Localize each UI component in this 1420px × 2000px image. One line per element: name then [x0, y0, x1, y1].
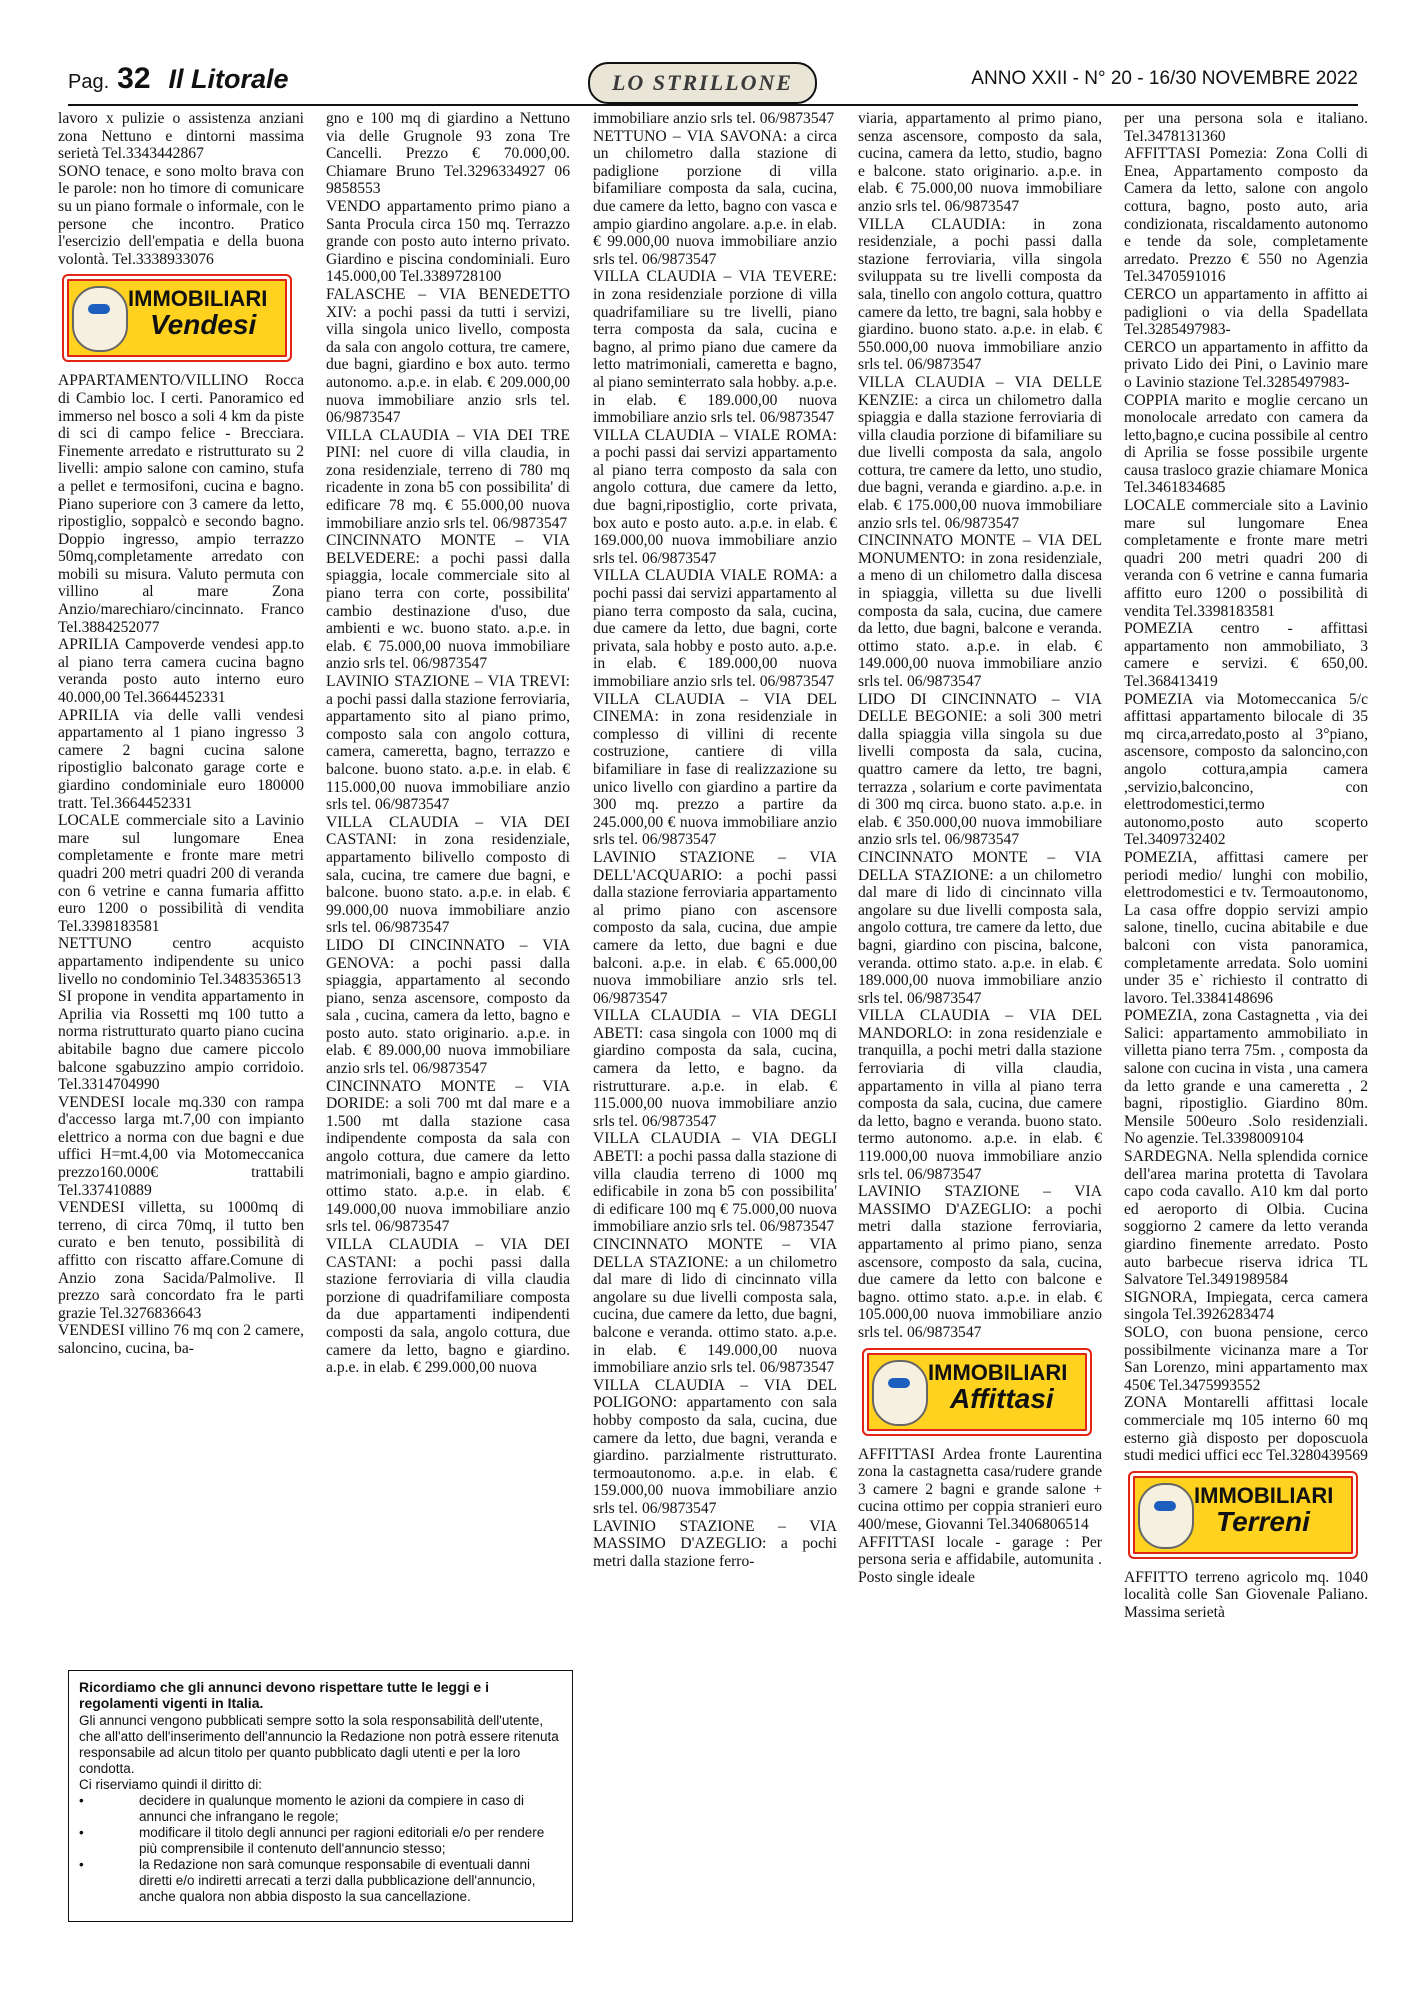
- mascot-icon: [1138, 1483, 1194, 1549]
- list-item: LOCALE commerciale sito a Lavinio mare sul lungomare Enea completamente e fronte mare metri quadri 200 metri quadri 200 di veranda con 6 vetrine e canna fumaria affitto euro 1200 o possibilità di vendita Tel.3398183581: [1124, 497, 1368, 620]
- header-rule: [68, 104, 1358, 106]
- list-item: per una persona sola e italiano. Tel.3478131360: [1124, 110, 1368, 145]
- list-item: VENDESI villetta, su 1000mq di terreno, di circa 70mq, il tutto ben curato e ben tenuto, possibilità di affitto con riscatto affare.Comune di Anzio zona Sacida/Palmolive. Il prezzo sarà concordato fra le parti grazie Tel.3276836643: [58, 1199, 304, 1322]
- notice-bullet-text: decidere in qualunque momento le azioni da compiere in caso di annunci che infrangano le regole;: [139, 1793, 524, 1824]
- list-item: VILLA CLAUDIA – VIA DEGLI ABETI: a pochi passa dalla stazione di villa claudia terreno di 1000 mq edificabile in zona b5 con possibilita' di edificare 100 mq € 75.000,00 nuova immobiliare anzio srls tel. 06/9873547: [593, 1130, 837, 1236]
- banner-subtitle: Terreni: [1216, 1505, 1310, 1537]
- page-number: 32: [117, 62, 151, 95]
- publication-title: Il Litorale: [168, 64, 289, 94]
- list-item: APPARTAMENTO/VILLINO Rocca di Cambio loc. I certi. Panoramico ed immerso nel bosco a soli 4 km da piste di sci di campo felice - Brecciara. Finemente arredato e ristrutturato su 2 livelli: ampio salone con camino, stufa a pellet e termosifoni, cucina e bagno. Piano superiore con 3 camere da letto, ripostiglio, soppalcò e secondo bagno. Doppio ingresso, ampio terrazzo 50mq,completamente arredato con mobili su misura. Valuto permuta con villino al mare Zona Anzio/marechiaro/cincinnato. Franco Tel.3884252077: [58, 372, 304, 636]
- list-item: SOLO, con buona pensione, cerco possibilmente vicinanza mare a Tor San Lorenzo, mini appartamento max 450€ Tel.3475993552: [1124, 1323, 1368, 1394]
- list-item: APRILIA Campoverde vendesi app.to al piano terra camera cucina bagno veranda posto auto interno euro 40.000,00 Tel.3664452331: [58, 636, 304, 707]
- column-5: [1124, 110, 1368, 1622]
- issue-info: ANNO XXII - N° 20 - 16/30 NOVEMBRE 2022: [971, 68, 1358, 89]
- list-item: NETTUNO centro acquisto appartamento indipendente su unico livello no condominio Tel.3483536513: [58, 935, 304, 988]
- list-item: VILLA CLAUDIA – VIA DEL CINEMA: in zona residenziale in complesso di villini di recente costruzione, cantiere di villa bifamiliare in fase di realizzazione su unico livello con giardino a partire da 300 mq. prezzo a partire da 245.000,00 € nuova immobiliare anzio srls tel. 06/9873547: [593, 690, 837, 849]
- column-1: [58, 110, 304, 1358]
- list-item: CERCO un appartamento in affitto da privato Lido dei Pini, o Lavinio mare o Lavinio stazione Tel.3285497983-: [1124, 338, 1368, 391]
- list-item: LAVINIO STAZIONE – VIA MASSIMO D'AZEGLIO: a pochi metri dalla stazione ferroviaria, appartamento al primo piano, senza ascensore, composto da sala, cucina, due camere da letto con balcone e bagno. ottimo stato. a.p.e. in elab. € 105.000,00 nuova immobiliare anzio srls tel. 06/9873547: [858, 1183, 1102, 1341]
- mascot-icon: [72, 286, 128, 352]
- notice-bullet: [79, 1857, 562, 1905]
- list-item: AFFITTASI Ardea fronte Laurentina zona la castagnetta casa/rudere grande 3 camere 2 bagni e grande salone + cucina ottimo per coppia stranieri euro 400/mese, Giovanni Tel.3406806514: [858, 1445, 1102, 1533]
- list-item: VENDESI locale mq.330 con rampa d'accesso larga mt.7,00 con impianto elettrico a norma con due bagni e due uffici H=mt.4,00 via Motomeccanica prezzo160.000€ trattabili Tel.337410889: [58, 1093, 304, 1199]
- list-item: POMEZIA centro - affittasi appartamento non ammobiliato, 3 camere e servizi. € 650,00. Tel.368413419: [1124, 620, 1368, 690]
- page-header: [68, 62, 1358, 102]
- list-item: POMEZIA via Motomeccanica 5/c affittasi appartamento bilocale di 35 mq circa,arredato,posto al 3°piano, ascensore, composto da saloncino,con angolo cottura,ampia camera ,servizio,balconcino, con elettrodomestici,termo autonomo,posto auto scoperto Tel.3409732402: [1124, 690, 1368, 849]
- list-item: VILLA CLAUDIA – VIA DEL POLIGONO: appartamento con sala hobby composto da sala, cucina, due camere da letto, due bagni, veranda e giardino. parzialmente ristrutturato. termoautonomo. a.p.e. in elab. € 159.000,00 nuova immobiliare anzio srls tel. 06/9873547: [593, 1376, 837, 1517]
- list-item: POMEZIA, affittasi camere per periodi medio/ lunghi con mobilio, elettrodomestici e tv. Termoautonomo, La casa offre doppio servizi ampio salone, tinello, cucina abitabile e due balconi con vista panoramica, completamente arredata. Solo uomini under 35 e` richiesto il contratto di lavoro. Tel.3384148696: [1124, 848, 1368, 1007]
- list-item: gno e 100 mq di giardino a Nettuno via delle Grugnole 93 zona Tre Cancelli. Prezzo € 70.000,00. Chiamare Bruno Tel.3296334927 06 9858553: [326, 110, 570, 198]
- list-item: CERCO un appartamento in affitto ai padiglioni o via della Spadellata Tel.3285497983-: [1124, 285, 1368, 339]
- rules-notice: [68, 1670, 573, 1922]
- list-item: SARDEGNA. Nella splendida cornice dell'area marina protetta di Tavolara capo coda cavallo. A10 km dal porto ed aeroporto di Olbia. Cucina soggiorno 2 camere da letto veranda giardino finemente arredato. Posto auto barbecue riserva idrica TL Salvatore Tel.3491989584: [1124, 1148, 1368, 1289]
- logo-text: LO STRILLONE: [611, 70, 794, 95]
- list-item: FALASCHE – VIA BENEDETTO XIV: a pochi passi da tutti i servizi, villa singola unico livello, composta da sala con angolo cottura, tre camere, due bagni, giardino e box auto. termo autonomo. a.p.e. in elab. € 209.000,00 nuova immobiliare anzio srls tel. 06/9873547: [326, 285, 570, 427]
- list-item: CINCINNATO MONTE – VIA DELLA STAZIONE: a un chilometro dal mare di lido di cincinnato villa angolare su due livelli composta sala, cucina, due camere da letto, due bagni, balcone e veranda. ottimo stato. a.p.e. in elab. € 149.000,00 nuova immobiliare anzio srls tel. 06/9873547: [593, 1236, 837, 1377]
- notice-paragraph: Gli annunci vengono pubblicati sempre sotto la sola responsabilità dell'utente, che all'atto dell'inserimento dell'annuncio la Redazione non potrà essere ritenuta responsabile ad alcun titolo per quanto pubblicato dagli utenti e per la loro condotta.: [79, 1713, 559, 1776]
- list-item: VILLA CLAUDIA – VIALE ROMA: a pochi passi dai servizi appartamento al piano terra composto da sala con angolo cottura, due camere da letto, due bagni,ripostiglio, corte privata, box auto e posto auto. a.p.e. in elab. € 169.000,00 nuova immobiliare anzio srls tel. 06/9873547: [593, 426, 837, 567]
- list-item: VILLA CLAUDIA – VIA DEI CASTANI: a pochi passi dalla stazione ferroviaria di villa claudia porzione di quadrifamiliare composta da due appartamenti indipendenti composti da sala, angolo cottura, due camere da letto, bagno e giardino. a.p.e. in elab. € 299.000,00 nuova: [326, 1236, 570, 1377]
- pag-label: Pag.: [68, 71, 110, 93]
- notice-paragraph: Ci riserviamo quindi il diritto di:: [79, 1777, 263, 1792]
- list-item: VILLA CLAUDIA – VIA DEI TRE PINI: nel cuore di villa claudia, in zona residenziale, terreno di 780 mq ricadente in zona b5 con possibilita' di edificare 78 mq. € 55.000,00 nuova immobiliare anzio srls tel. 06/9873547: [326, 426, 570, 532]
- column-2: [326, 110, 570, 1377]
- list-item: lavoro x pulizie o assistenza anziani zona Nettuno e dintorni massima serietà Tel.3343442867: [58, 110, 304, 163]
- list-item: LIDO DI CINCINNATO – VIA DELLE BEGONIE: a soli 300 metri dalla spiaggia villa singola su due livelli composta da sala, cucina, quattro camere da letto, tre bagni, terrazza , solarium e corte pavimentata di 300 mq circa. buono stato. a.p.e. in elab. € 350.000,00 nuova immobiliare anzio srls tel. 06/9873547: [858, 690, 1102, 849]
- banner-vendesi: [62, 274, 292, 362]
- bullet-icon: •: [79, 1857, 84, 1872]
- notice-bullet-text: la Redazione non sarà comunque responsabile di eventuali danni diretti e/o indiretti arrecati a terzi dalla pubblicazione dell'annuncio, anche qualora non abbia disposto la sua cancellazione.: [139, 1857, 536, 1904]
- list-item: SIGNORA, Impiegata, cerca camera singola Tel.3926283474: [1124, 1288, 1368, 1324]
- list-item: LAVINIO STAZIONE – VIA TREVI: a pochi passi dalla stazione ferroviaria, appartamento sito al piano primo, composto sala con angolo cottura, camera, cameretta, bagno, terrazzo e balcone. buono stato. a.p.e. in elab. € 115.000,00 nuova immobiliare anzio srls tel. 06/9873547: [326, 673, 570, 814]
- list-item: AFFITTO terreno agricolo mq. 1040 località colle San Giovenale Paliano. Massima serietà: [1124, 1568, 1368, 1621]
- list-item: COPPIA marito e moglie cercano un monolocale arredato con camera da letto,bagno,e cucina possibile al centro di Aprilia se fosse possibile urgente causa trasloco grazie chiamare Monica Tel.3461834685: [1124, 391, 1368, 497]
- list-item: LIDO DI CINCINNATO – VIA GENOVA: a pochi passi dalla spiaggia, appartamento al secondo piano, senza ascensore, composto da sala , cucina, camera da letto, bagno e posto auto. stato originario. a.p.e. in elab. € 89.000,00 nuova immobiliare anzio srls tel. 06/9873547: [326, 936, 570, 1078]
- list-item: CINCINNATO MONTE – VIA DEL MONUMENTO: in zona residenziale, a meno di un chilometro dalla discesa in spiaggia, villetta su due livelli composta da sala, cucina, due camere da letto, due bagni, balcone e veranda. ottimo stato. a.p.e. in elab. € 149.000,00 nuova immobiliare anzio srls tel. 06/9873547: [858, 532, 1102, 690]
- strillone-logo: [588, 62, 817, 104]
- notice-title: Ricordiamo che gli annunci devono rispettare tutte le leggi e i regolamenti vigenti in Italia.: [79, 1679, 489, 1711]
- notice-bullet-text: modificare il titolo degli annunci per ragioni editoriali e/o per rendere più comprensibile il contenuto dell'annuncio stesso;: [139, 1825, 545, 1856]
- list-item: POMEZIA, zona Castagnetta , via dei Salici: appartamento ammobiliato in villetta piano terra 75m. , composta da salone con cucina in vista , una camera da letto grande e una cameretta , 2 bagni, ripostiglio. Giardino 80m. Mensile 500euro .Solo residenziali. No agenzie. Tel.3398009104: [1124, 1007, 1368, 1148]
- list-item: CINCINNATO MONTE – VIA BELVEDERE: a pochi passi dalla spiaggia, locale commerciale sito al piano terra con corte, possibilita' cambio destinazione d'uso, due ambienti e wc. buono stato. a.p.e. in elab. € 75.000,00 nuova immobiliare anzio srls tel. 06/9873547: [326, 532, 570, 673]
- list-item: SONO tenace, e sono molto brava con le parole: non ho timore di comunicare su un piano formale o informale, con le persone che incontro. Pratico l'esercizio dell'empatia e della buona volontà. Tel.3338933076: [58, 162, 304, 268]
- list-item: VILLA CLAUDIA VIALE ROMA: a pochi passi dai servizi appartamento al piano terra composto da sala, cucina, due camere da letto, due bagni, corte privata, sala hobby e posto auto. a.p.e. in elab. € 189.000,00 nuova immobiliare anzio srls tel. 06/9873547: [593, 567, 837, 690]
- list-item: immobiliare anzio srls tel. 06/9873547: [593, 110, 835, 127]
- banner-subtitle: Vendesi: [150, 309, 257, 341]
- banner-title: IMMOBILIARI: [1194, 1482, 1334, 1508]
- bullet-icon: •: [79, 1793, 84, 1808]
- column-4: [858, 110, 1102, 1586]
- mascot-icon: [872, 1360, 928, 1426]
- list-item: VILLA CLAUDIA – VIA DEGLI ABETI: casa singola con 1000 mq di giardino composta da sala, cucina, camera da letto, e bagno. da ristrutturare. a.p.e. in elab. € 115.000,00 nuova immobiliare anzio srls tel. 06/9873547: [593, 1007, 837, 1130]
- list-item: AFFITTASI locale - garage : Per persona seria e affidabile, automunita . Posto single ideale: [858, 1533, 1102, 1586]
- list-item: VILLA CLAUDIA – VIA DEI CASTANI: in zona residenziale, appartamento bilivello composto di sala, cucina, tre camere due bagni, e balcone. buono stato. a.p.e. in elab. € 99.000,00 nuova immobiliare anzio srls tel. 06/9873547: [326, 813, 570, 937]
- banner-subtitle: Affittasi: [950, 1382, 1054, 1414]
- list-item: APRILIA via delle valli vendesi appartamento al 1 piano ingresso 3 camere 2 bagni cucina salone ripostiglio balconato garage corte e giardino condominiale euro 180000 tratt. Tel.3664452331: [58, 706, 304, 812]
- list-item: SI propone in vendita appartamento in Aprilia via Rossetti mq 100 tutto a norma ristrutturato quarto piano cucina abitabile bagno due camere piccolo balcone sgabuzzino ampio corridoio. Tel.3314704990: [58, 988, 304, 1094]
- bullet-icon: •: [79, 1825, 84, 1840]
- list-item: VILLA CLAUDIA – VIA DELLE KENZIE: a circa un chilometro dalla spiaggia e dalla stazione ferroviaria di villa claudia porzione di bifamiliare su due livelli composta da sala, angolo cottura, tre camere da letto, uno studio, due bagni, veranda e giardino. a.p.e. in elab. € 175.000,00 nuova immobiliare anzio srls tel. 06/9873547: [858, 373, 1102, 532]
- list-item: CINCINNATO MONTE – VIA DORIDE: a soli 700 mt dal mare e a 1.500 mt dalla stazione casa indipendente composta da sala con angolo cottura, due camere da letto matrimoniali, bagno e ampio giardino. ottimo stato. a.p.e. in elab. € 149.000,00 nuova immobiliare anzio srls tel. 06/9873547: [326, 1077, 570, 1236]
- banner-title: IMMOBILIARI: [128, 286, 268, 312]
- list-item: LAVINIO STAZIONE – VIA DELL'ACQUARIO: a pochi passi dalla stazione ferroviaria appartamento al primo piano con ascensore composto da sala, cucina, due ampie camere da letto, due bagni e due balconi. a.p.e. in elab. € 65.000,00 nuova immobiliare anzio srls tel. 06/9873547: [593, 848, 837, 1007]
- list-item: VENDO appartamento primo piano a Santa Procula circa 150 mq. Terrazzo grande con posto auto interno privato. Giardino e piscina condominiali. Euro 145.000,00 Tel.3389728100: [326, 197, 570, 286]
- list-item: CINCINNATO MONTE – VIA DELLA STAZIONE: a un chilometro dal mare di lido di cincinnato villa angolare su due livelli composta sala, angolo cottura, tre camere da letto, due bagni, giardino con piscina, balcone, veranda. ottimo stato. a.p.e. in elab. € 189.000,00 nuova immobiliare anzio srls tel. 06/9873547: [858, 848, 1102, 1007]
- list-item: VILLA CLAUDIA – VIA DEL MANDORLO: in zona residenziale e tranquilla, a pochi metri dalla stazione ferroviaria di villa claudia, appartamento in villa al piano terra composta da sala, cucina, due camere da letto, bagno e veranda. buono stato. termo autonomo. a.p.e. in elab. € 119.000,00 nuova immobiliare anzio srls tel. 06/9873547: [858, 1007, 1102, 1183]
- banner-terreni: [1128, 1471, 1358, 1559]
- page-label: [68, 62, 289, 98]
- list-item: VENDESI villino 76 mq con 2 camere, saloncino, cucina, ba-: [58, 1322, 304, 1357]
- column-3: [593, 110, 837, 1570]
- notice-bullet: [79, 1825, 562, 1857]
- list-item: NETTUNO – VIA SAVONA: a circa un chilometro dalla stazione di padiglione porzione di villa bifamiliare composta da sala, cucina, due camere da letto, bagno con vasca e ampio giardino angolare. a.p.e. in elab. € 99.000,00 nuova immobiliare anzio srls tel. 06/9873547: [593, 127, 837, 268]
- banner-affittasi: [862, 1348, 1092, 1436]
- list-item: VILLA CLAUDIA – VIA TEVERE: in zona residenziale porzione di villa quadrifamiliare su tre livelli, piano terra composta da sala, cucina e bagno, al primo piano due camere da letto matrimoniali, cameretta e bagno, al piano seminterrato sala hobby. a.p.e. in elab. € 189.000,00 nuova immobiliare anzio srls tel. 06/9873547: [593, 268, 837, 427]
- list-item: viaria, appartamento al primo piano, senza ascensore, composto da sala, cucina, camera da letto, studio, bagno e balcone. stato originario. a.p.e. in elab. € 75.000,00 nuova immobiliare anzio srls tel. 06/9873547: [858, 110, 1102, 215]
- list-item: LAVINIO STAZIONE – VIA MASSIMO D'AZEGLIO: a pochi metri dalla stazione ferro-: [593, 1517, 837, 1570]
- list-item: ZONA Montarelli affittasi locale commerciale mq 105 interno 60 mq esterno già disposto per doposcuola studi medici uffici ecc Tel.3280439569: [1124, 1394, 1368, 1465]
- notice-bullet: [79, 1793, 562, 1825]
- banner-title: IMMOBILIARI: [928, 1359, 1068, 1385]
- list-item: VILLA CLAUDIA: in zona residenziale, a pochi passi dalla stazione ferroviaria, villa singola sviluppata su tre livelli composta da sala, tinello con angolo cottura, quattro camere da letto, tre bagni, sala hobby e giardino. buono stato. a.p.e. in elab. € 550.000,00 nuova immobiliare anzio srls tel. 06/9873547: [858, 215, 1102, 374]
- list-item: AFFITTASI Pomezia: Zona Colli di Enea, Appartamento composto da Camera da letto, salone con angolo cottura, bagno, posto auto, aria condizionata, riscaldamento autonomo e tende da sole, completamente arredato. Prezzo € 550 no Agenzia Tel.3470591016: [1124, 145, 1368, 286]
- list-item: LOCALE commerciale sito a Lavinio mare sul lungomare Enea completamente e fronte mare metri quadri 200 metri quadri 200 di veranda con 6 vetrine e canna fumaria affitto euro 1200 o possibilità di vendita Tel.3398183581: [58, 812, 304, 935]
